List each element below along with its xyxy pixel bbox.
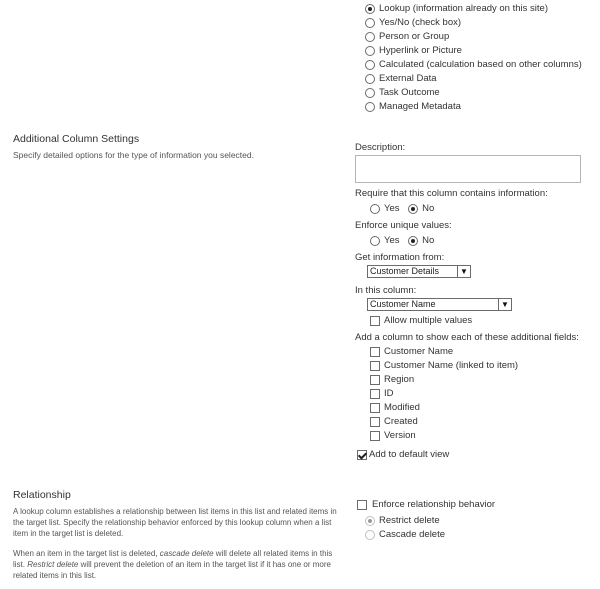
additional-settings-title: Additional Column Settings — [13, 133, 140, 145]
additional-field-label: Customer Name — [384, 346, 454, 357]
column-type-radio[interactable] — [365, 88, 375, 98]
restrict-delete-row[interactable] — [365, 515, 440, 528]
additional-field-option[interactable] — [370, 430, 416, 443]
chevron-down-icon: ▼ — [498, 299, 511, 310]
column-type-radio[interactable] — [365, 46, 375, 56]
column-type-radio[interactable] — [365, 4, 375, 14]
column-type-label: Calculated (calculation based on other columns) — [379, 59, 582, 70]
unique-no-radio[interactable] — [408, 236, 418, 246]
unique-yes-radio[interactable] — [370, 236, 380, 246]
column-type-option[interactable] — [365, 3, 548, 16]
default-view-row[interactable] — [357, 449, 449, 462]
additional-field-option[interactable] — [370, 388, 394, 401]
unique-no-label: No — [422, 235, 435, 246]
relationship-title: Relationship — [13, 489, 71, 501]
allow-multiple-label: Allow multiple values — [384, 315, 473, 326]
get-info-label: Get information from: — [355, 252, 445, 263]
additional-fields-label: Add a column to show each of these additional fields: — [355, 332, 579, 343]
column-type-radio[interactable] — [365, 18, 375, 28]
get-info-select[interactable] — [367, 265, 471, 278]
column-type-option[interactable] — [365, 31, 449, 44]
additional-field-option[interactable] — [370, 360, 518, 373]
additional-field-option[interactable] — [370, 416, 418, 429]
column-type-radio[interactable] — [365, 32, 375, 42]
description-input[interactable] — [355, 155, 581, 183]
require-no-label: No — [422, 203, 435, 214]
column-type-option[interactable] — [365, 45, 462, 58]
in-column-label: In this column: — [355, 285, 417, 296]
column-type-radio[interactable] — [365, 74, 375, 84]
additional-field-label: ID — [384, 388, 394, 399]
additional-field-label: Region — [384, 374, 415, 385]
additional-field-option[interactable] — [370, 346, 453, 359]
column-type-label: External Data — [379, 73, 437, 84]
require-label: Require that this column contains information: — [355, 188, 548, 199]
unique-yes-label: Yes — [384, 235, 400, 246]
column-type-option[interactable] — [365, 101, 461, 114]
in-column-select-value: Customer Name — [370, 299, 436, 309]
column-type-option[interactable] — [365, 17, 461, 30]
enforce-relationship-label: Enforce relationship behavior — [372, 499, 496, 510]
allow-multiple-row[interactable] — [370, 315, 472, 328]
additional-field-checkbox[interactable] — [370, 403, 380, 413]
description-label: Description: — [355, 142, 406, 153]
cascade-delete-radio[interactable] — [365, 530, 375, 540]
additional-field-checkbox[interactable] — [370, 375, 380, 385]
relationship-description: A lookup column establishes a relationship between list items in this list and related items in the target list. Specify the relationship behavior enforced by this lookup column when a list item in the target list is deleted. — [13, 507, 337, 538]
additional-field-checkbox[interactable] — [370, 417, 380, 427]
chevron-down-icon: ▼ — [457, 266, 470, 277]
additional-field-label: Customer Name (linked to item) — [384, 360, 519, 371]
enforce-relationship-checkbox[interactable] — [357, 500, 367, 510]
column-type-label: Lookup (information already on this site) — [379, 3, 548, 14]
column-type-label: Yes/No (check box) — [379, 17, 462, 28]
additional-field-checkbox[interactable] — [370, 389, 380, 399]
relationship-delete-description: When an item in the target list is deleted, cascade delete will delete all related items in this list. Restrict delete will prevent the deletion of an item in the target list if it has one or more related items in this list. — [13, 549, 333, 580]
restrict-delete-label: Restrict delete — [379, 515, 440, 526]
get-info-select-value: Customer Details — [370, 266, 440, 276]
cascade-delete-label: Cascade delete — [379, 529, 446, 540]
cascade-delete-row[interactable] — [365, 529, 445, 542]
column-type-option[interactable] — [365, 87, 440, 100]
additional-settings-description: Specify detailed options for the type of information you selected. — [13, 150, 254, 160]
column-type-label: Task Outcome — [379, 87, 440, 98]
allow-multiple-checkbox[interactable] — [370, 316, 380, 326]
unique-label: Enforce unique values: — [355, 220, 452, 231]
enforce-relationship-row[interactable] — [357, 499, 495, 512]
column-type-option[interactable] — [365, 59, 582, 72]
column-type-radio[interactable] — [365, 60, 375, 70]
additional-field-label: Version — [384, 430, 416, 441]
additional-field-label: Modified — [384, 402, 420, 413]
require-yes-label: Yes — [384, 203, 400, 214]
column-type-radio[interactable] — [365, 102, 375, 112]
column-type-label: Person or Group — [379, 31, 450, 42]
require-yes-radio[interactable] — [370, 204, 380, 214]
require-no-radio[interactable] — [408, 204, 418, 214]
additional-field-label: Created — [384, 416, 418, 427]
column-type-option[interactable] — [365, 73, 437, 86]
in-column-select[interactable] — [367, 298, 512, 311]
default-view-checkbox[interactable] — [357, 450, 367, 460]
column-type-label: Managed Metadata — [379, 101, 461, 112]
additional-field-checkbox[interactable] — [370, 431, 380, 441]
additional-field-option[interactable] — [370, 402, 420, 415]
restrict-delete-radio[interactable] — [365, 516, 375, 526]
default-view-label: Add to default view — [369, 449, 450, 460]
column-type-label: Hyperlink or Picture — [379, 45, 462, 56]
additional-field-option[interactable] — [370, 374, 414, 387]
additional-field-checkbox[interactable] — [370, 361, 380, 371]
additional-field-checkbox[interactable] — [370, 347, 380, 357]
